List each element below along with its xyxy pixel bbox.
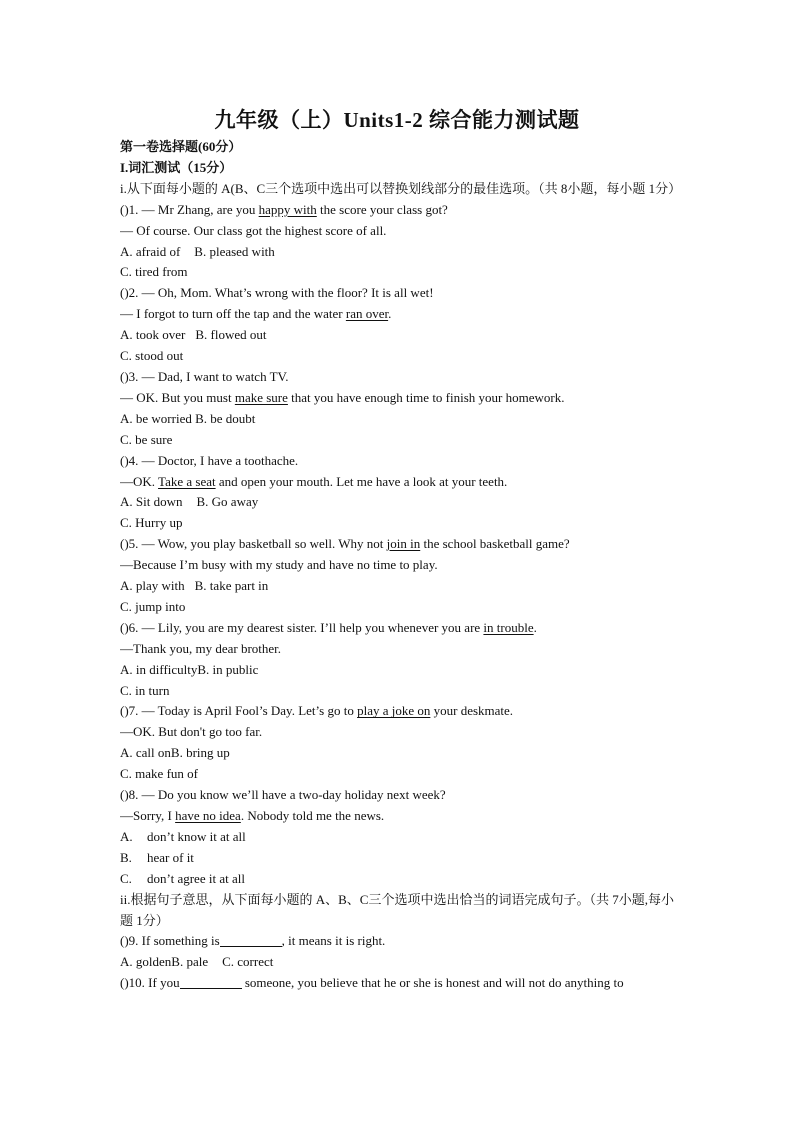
question-10: ()10. If you someone, you believe that he or she is honest and will not do anything to [120, 975, 624, 991]
question-6-reply: —Thank you, my dear brother. [120, 640, 282, 656]
page-title: 九年级（上）Units1-2 综合能力测试题 [214, 108, 580, 132]
question-9: ()9. If something is , it means it is right. [120, 933, 386, 949]
question-1-reply: — Of course. Our class got the highest score of all. [120, 222, 387, 238]
question-6: ()6. — Lily, you are my dearest sister. I’ll help you whenever you are in trouble. [120, 619, 537, 635]
question-3: ()3. — Dad, I want to watch TV. [120, 368, 289, 384]
question-1-options-ab: A. afraid of B. pleased with [120, 243, 275, 259]
question-2: ()2. — Oh, Mom. What’s wrong with the floor? It is all wet! [120, 285, 434, 301]
question-8: ()8. — Do you know we’ll have a two-day holiday next week? [120, 787, 446, 803]
question-1: ()1. — Mr Zhang, are you happy with the score your class got? [120, 201, 448, 217]
answer-blank [180, 975, 242, 989]
question-3-option-c: C. be sure [120, 431, 173, 447]
question-1-option-c: C. tired from [120, 264, 188, 280]
question-4-option-c: C. Hurry up [120, 515, 183, 531]
underlined-phrase: happy with [258, 201, 317, 217]
underlined-phrase: play a joke on [357, 703, 431, 719]
question-8-option-b: B. hear of it [120, 849, 194, 865]
sub-instruction-ii: ii.根据句子意思，从下面每小题的 A、B、C三个选项中选出恰当的词语完成句子。（共 7小题,每小题 1分） [120, 891, 674, 928]
question-2-reply: — I forgot to turn off the tap and the water ran over. [120, 306, 392, 322]
underlined-phrase: have no idea [175, 808, 241, 823]
question-9-options: A. goldenB. pale C. correct [120, 954, 274, 970]
document-body [120, 137, 680, 994]
question-4-reply: —OK. Take a seat and open your mouth. Let me have a look at your teeth. [120, 473, 508, 489]
underlined-phrase: make sure [234, 389, 288, 405]
question-4: ()4. — Doctor, I have a toothache. [120, 452, 299, 468]
question-5: ()5. — Wow, you play basketball so well. Why not join in the school basketball game? [120, 536, 570, 552]
question-3-options-ab: A. be worried B. be doubt [120, 410, 256, 426]
question-4-options-ab: A. Sit down B. Go away [120, 494, 259, 510]
question-5-options-ab: A. play with B. take part in [120, 578, 269, 594]
question-6-options-ab: A. in difficultyB. in public [120, 661, 259, 677]
question-2-options-ab: A. took over B. flowed out [120, 327, 267, 343]
underlined-phrase: in trouble [483, 619, 534, 635]
question-7-options-ab: A. call onB. bring up [120, 745, 230, 761]
sub-instruction-i: i.从下面每小题的 A(B、C三个选项中选出可以替换划线部分的最佳选项。（共 8小题，每小题 1分） [120, 180, 682, 196]
underlined-phrase: ran over [345, 306, 389, 322]
question-3-reply: — OK. But you must make sure that you have enough time to finish your homework. [120, 389, 565, 405]
question-8-option-a: A. don’t know it at all [120, 828, 246, 844]
section-heading: I.词汇测试（15分） [120, 159, 233, 175]
question-2-option-c: C. stood out [120, 348, 184, 364]
question-7-option-c: C. make fun of [120, 766, 198, 782]
question-7: ()7. — Today is April Fool’s Day. Let’s go to play a joke on your deskmate. [120, 703, 514, 719]
question-7-reply: —OK. But don't go too far. [120, 724, 263, 740]
question-6-option-c: C. in turn [120, 682, 170, 698]
answer-blank [220, 933, 282, 947]
question-8-reply: —Sorry, I have no idea. Nobody told me the news. [120, 808, 385, 823]
part-heading: 第一卷选择题(60分） [120, 139, 242, 154]
question-5-reply: —Because I’m busy with my study and have no time to play. [120, 557, 438, 573]
question-5-option-c: C. jump into [120, 598, 186, 614]
underlined-phrase: Take a seat [158, 473, 216, 489]
underlined-phrase: join in [386, 536, 421, 552]
question-8-option-c: C. don’t agree it at all [120, 870, 245, 886]
